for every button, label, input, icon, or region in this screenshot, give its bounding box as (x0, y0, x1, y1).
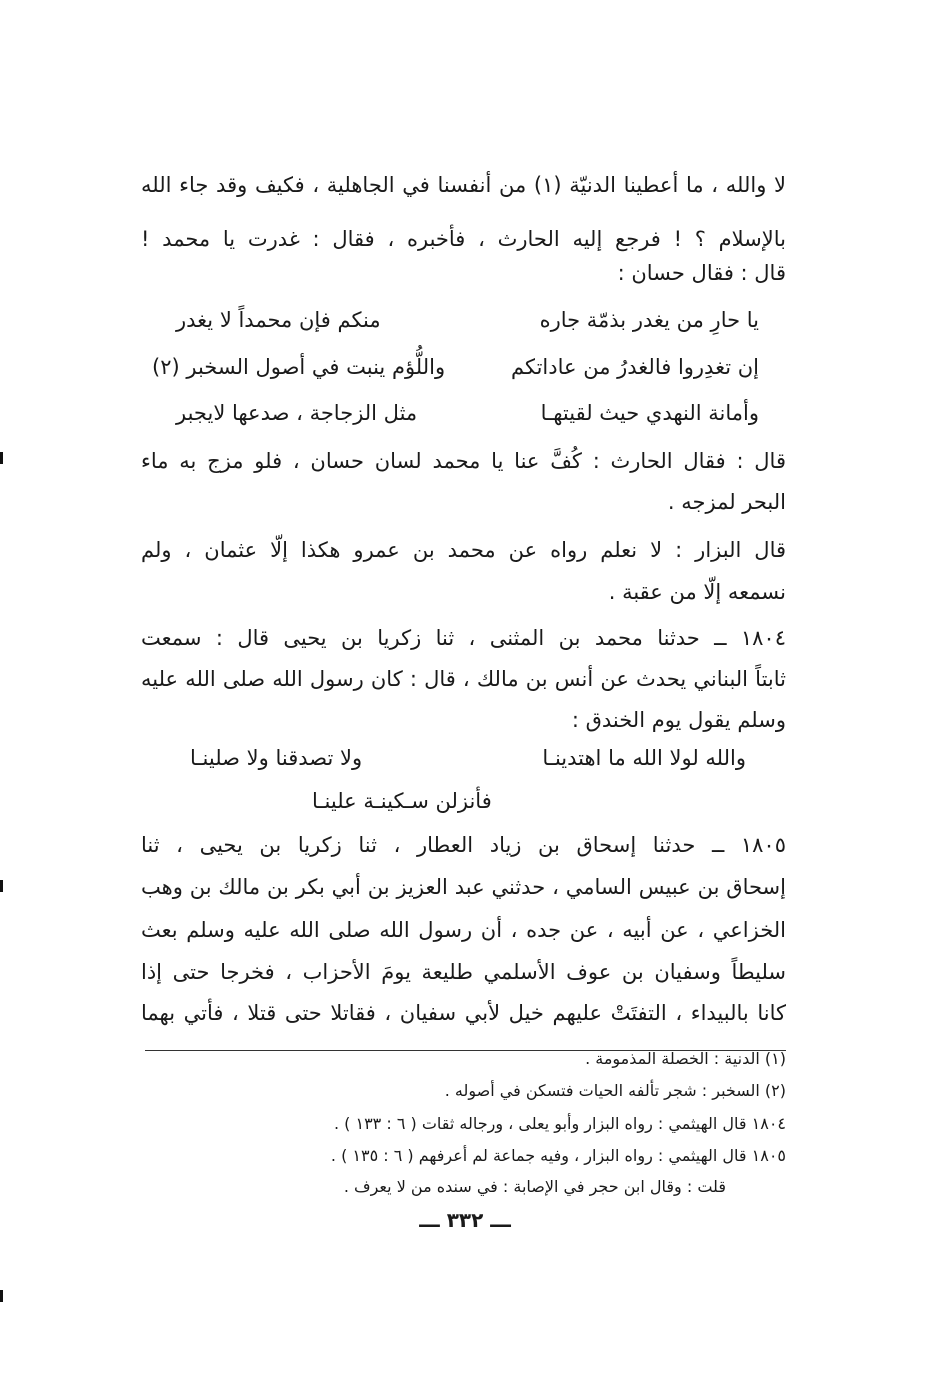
margin-mark-1 (0, 452, 3, 464)
text-line-15: كانا بالبيداء ، التفتَتْ عليهم خيل لأبي سفيان ، فقاتلا حتى قتلا ، فأتي بهما (141, 1001, 786, 1025)
text-line-4: قال : فقال الحارث : كُفَّ عنا يا محمد لسان حسان ، فلو مزج به ماء (141, 449, 786, 473)
text-line-10: وسلم يقول يوم الخندق : (571, 708, 786, 732)
text-line-11: ١٨٠٥ ــ حدثنا إسحاق بن زياد العطار ، ثنا زكريا بن يحيى ، ثنا (141, 833, 786, 857)
poem2-verse1-second-hemistich: ولا تصدقنا ولا صلينـا (190, 746, 363, 770)
poem1-verse1-second-hemistich: منكم فإن محمداً لا يغدر (176, 308, 381, 332)
footnote-2: (٢) السخبر : شجر تألفه الحيات فتسكن في أصوله . (444, 1081, 786, 1100)
margin-mark-3 (0, 1290, 3, 1302)
footnote-4: ١٨٠٥ قال الهيثمي : رواه البزار ، وفيه جماعة لم أعرفهم ( ٦ : ١٣٥ ) . (330, 1146, 786, 1165)
text-line-8: ١٨٠٤ ــ حدثنا محمد بن المثنى ، ثنا زكريا بن يحيى قال : سمعت (141, 626, 786, 650)
text-line-12: إسحاق بن عبيس السامي ، حدثني عبد العزيز بن أبي بكر بن مالك بن وهب (141, 875, 786, 899)
poem2-verse1-first-hemistich: والله لولا الله ما اهتدينـا (542, 746, 746, 770)
text-line-3: قال : فقال حسان : (617, 261, 786, 285)
footnote-3: ١٨٠٤ قال الهيثمي : رواه البزار وأبو يعلى ، ورجاله ثقات ( ٦ : ١٣٣ ) . (333, 1114, 786, 1133)
text-line-2: بالإسلام ؟ ! فرجع إليه الحارث ، فأخبره ، فقال : غدرت يا محمد ! (141, 227, 786, 251)
poem1-verse3-first-hemistich: وأمانة النهدي حيث لقيتهـا (540, 401, 759, 425)
text-line-1: لا والله ، ما أعطينا الدنيّة (١) من أنفسنا في الجاهلية ، فكيف وقد جاء الله (141, 173, 786, 197)
text-line-7: نسمعه إلّا من عقبة . (608, 580, 786, 604)
page-number: ـــ ٣٣٢ ـــ (419, 1208, 511, 1232)
poem1-verse2-first-hemistich: إن تغدِروا فالغدرُ من عاداتكم (511, 355, 759, 379)
footnote-1: (١) الدنية : الخصلة المذمومة . (585, 1049, 786, 1068)
poem2-verse2: فأنزلن سـكينـة علينـا (312, 789, 492, 813)
footnote-5: قلت : وقال ابن حجر في الإصابة : في سنده من لا يعرف . (343, 1177, 726, 1196)
poem1-verse3-second-hemistich: مثل الزجاجة ، صدعها لايجبر (176, 401, 418, 425)
text-line-5: البحر لمزجه . (667, 490, 786, 514)
text-line-6: قال البزار : لا نعلم رواه عن محمد بن عمرو هكذا إلّا عثمان ، ولم (141, 538, 786, 562)
poem1-verse2-second-hemistich: واللُّؤم ينبت في أصول السخبر (٢) (152, 355, 446, 379)
text-line-14: سليطاً وسفيان بن عوف الأسلمي طليعة يومَ الأحزاب ، فخرجا حتى إذا (141, 960, 786, 984)
margin-mark-2 (0, 880, 3, 892)
poem1-verse1-first-hemistich: يا حارِ من يغدر بذمّة جاره (539, 308, 759, 332)
text-line-9: ثابتاً البناني يحدث عن أنس بن مالك ، قال : كان رسول الله صلى الله عليه (141, 667, 786, 691)
text-line-13: الخزاعي ، عن أبيه ، عن جده ، أن رسول الله صلى الله عليه وسلم بعث (141, 918, 786, 942)
